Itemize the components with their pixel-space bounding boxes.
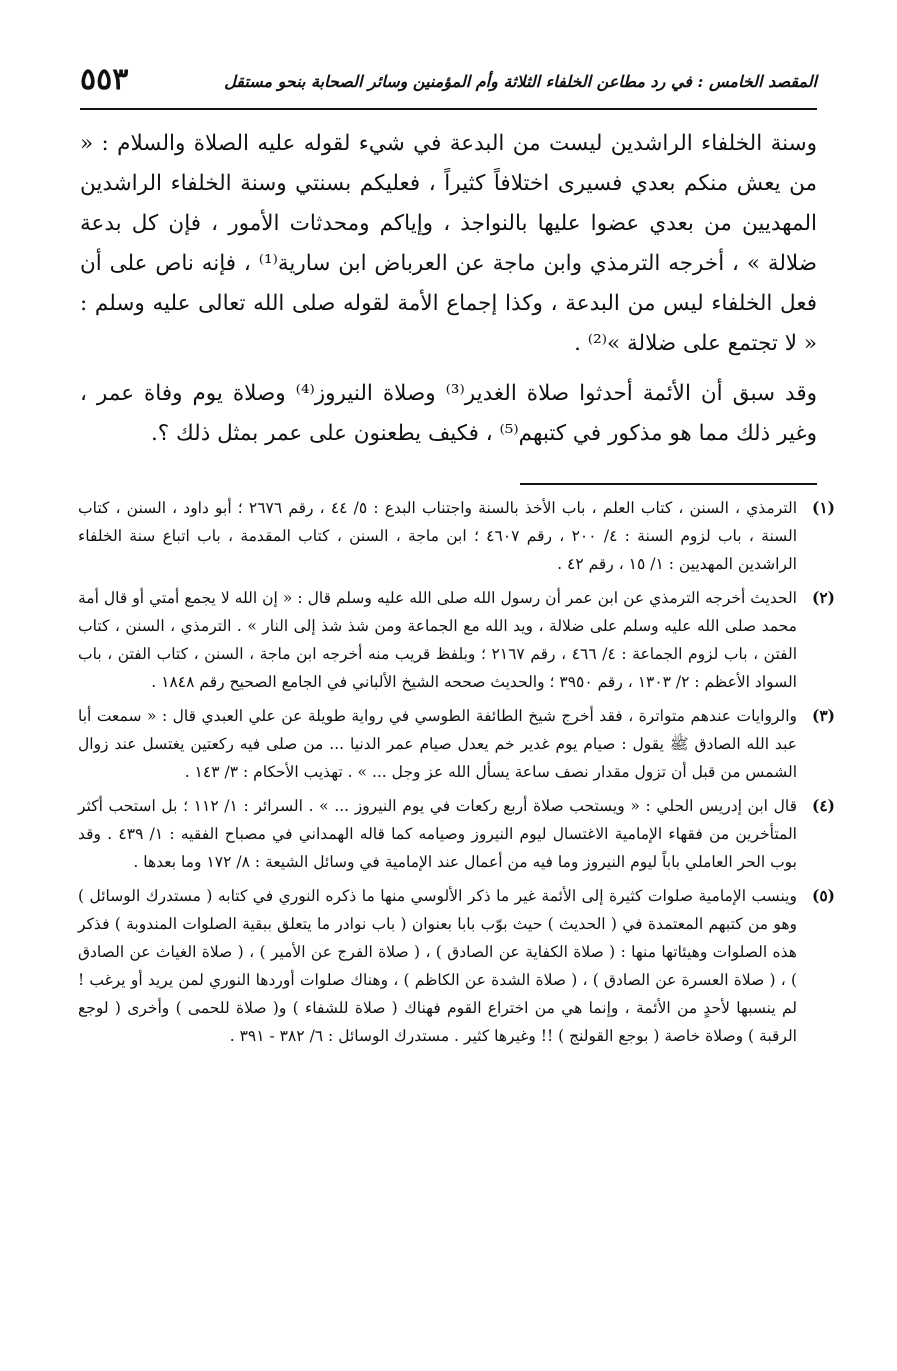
running-title: المقصد الخامس : في رد مطاعن الخلفاء الثلاثة وأم المؤمنين وسائر الصحابة بنحو مستقل xyxy=(224,72,817,91)
footnote-number: (٤) xyxy=(811,796,835,815)
footnotes xyxy=(78,494,835,1056)
footnote xyxy=(78,702,835,786)
footnote-divider xyxy=(520,483,817,485)
page-number: ٥٥٣ xyxy=(80,62,129,97)
paragraph: وقد سبق أن الأئمة أحدثوا صلاة الغدير⁽³⁾ وصلاة النيروز⁽⁴⁾ وصلاة يوم وفاة عمر ، وغير ذلك مما هو مذكور في كتبهم⁽⁵⁾ ، فكيف يطعنون على عمر بمثل ذلك ؟. xyxy=(80,381,818,446)
header-divider xyxy=(80,108,817,110)
footnote-text: الترمذي ، السنن ، كتاب العلم ، باب الأخذ بالسنة واجتناب البدع : ٥/ ٤٤ ، رقم ٢٦٧٦ ؛ أبو داود ، السنن ، كتاب السنة ، باب لزوم السنة : ٤/ ٢٠٠ ، رقم ٤٦٠٧ ؛ ابن ماجة ، السنن ، كتاب المقدمة ، باب اتباع سنة الخلفاء الراشدين المهديين : ١/ ١٥ ، رقم ٤٢ . xyxy=(78,499,798,573)
footnote-text: قال ابن إدريس الحلي : « ويستحب صلاة أربع ركعات في يوم النيروز ... » . السرائر : ١/ ١١٢ ؛ بل استحب أكثر المتأخرين من فقهاء الإمامية الاغتسال ليوم النيروز وصيامه كما قاله الهمداني في مصباح الفقيه : ١/ ٤٣٩ . وقد بوب الحر العاملي باباً ليوم النيروز وما فيه من أعمال عند الإمامية في وسائل الشيعة : ٨/ ١٧٢ وما بعدها . xyxy=(78,797,797,871)
footnote xyxy=(78,792,835,876)
footnote-number: (١) xyxy=(811,498,835,517)
footnote-text: الحديث أخرجه الترمذي عن ابن عمر أن رسول الله صلى الله عليه وسلم قال : « إن الله لا يجمع أمتي أو قال أمة محمد صلى الله عليه وسلم على ضلالة ، ويد الله مع الجماعة ومن شذ شذ إلى النار » . الترمذي ، السنن ، كتاب الفتن ، باب لزوم الجماعة : ٤/ ٤٦٦ ، رقم ٢١٦٧ ؛ وبلفظ قريب منه أخرجه ابن ماجة ، السنن ، كتاب الفتن ، باب السواد الأعظم : ٢/ ١٣٠٣ ، رقم ٣٩٥٠ ؛ والحديث صححه الشيخ الألباني في الجامع الصحيح رقم ١٨٤٨ . xyxy=(78,589,797,691)
footnote-text: وينسب الإمامية صلوات كثيرة إلى الأئمة غير ما ذكر الألوسي منها ما ذكره النوري في كتابه ( مستدرك الوسائل ) وهو من كتبهم المعتمدة في ( الحديث ) حيث بوّب بابا بعنوان ( باب نوادر ما يتعلق ببقية الصلوات المندوبة ) فذكر هذه الصلوات وهيئاتها منها : ( صلاة الكفاية عن الصادق ) ، ( صلاة الفرج عن الأمير ) ، ( صلاة الغياث عن الصادق ) ، ( صلاة العسرة عن الصادق ) ، ( صلاة الشدة عن الكاظم ) ، وهناك صلوات أوردها النوري لمن يريد أو يرغب ! لم ينسبها لأحدٍ من الأئمة ، وإنما هي من اختراع القوم فهناك ( صلاة للشفاء ) و( صلاة للحمى ) وأخرى ( لوجع الرقبة ) وصلاة خاصة ( بوجع القولنج ) !! وغيرها كثير . مستدرك الوسائل : ٦/ ٣٨٢ - ٣٩١ . xyxy=(78,887,797,1045)
page-header xyxy=(80,62,817,108)
footnote-number: (٢) xyxy=(811,588,835,607)
footnote xyxy=(78,494,835,578)
footnote-number: (٣) xyxy=(811,706,835,725)
footnote xyxy=(78,584,835,696)
paragraph: وسنة الخلفاء الراشدين ليست من البدعة في شيء لقوله عليه الصلاة والسلام : « من يعش منكم بعدي فسيرى اختلافاً كثيراً ، فعليكم بسنتي وسنة الخلفاء الراشدين المهديين من بعدي عضوا عليها بالنواجذ ، وإياكم ومحدثات الأمور ، فإن كل بدعة ضلالة » ، أخرجه الترمذي وابن ماجة عن العرباض ابن سارية⁽¹⁾ ، فإنه ناص على أن فعل الخلفاء ليس من البدعة ، وكذا إجماع الأمة لقوله صلى الله تعالى عليه وسلم : « لا تجتمع على ضلالة »⁽²⁾ . xyxy=(80,131,818,356)
footnote-number: (٥) xyxy=(811,886,835,905)
footnote xyxy=(78,882,835,1050)
footnote-text: والروايات عندهم متواترة ، فقد أخرج شيخ الطائفة الطوسي في رواية طويلة عن علي العبدي قال : « سمعت أبا عبد الله الصادق ﷺ يقول : صيام يوم غدير خم يعدل صيام عمر الدنيا ... من صلى فيه ركعتين يغتسل عند زوال الشمس من قبل أن تزول مقدار نصف ساعة يسأل الله عز وجل ... » . تهذيب الأحكام : ٣/ ١٤٣ . xyxy=(78,707,797,781)
main-text xyxy=(80,124,817,454)
